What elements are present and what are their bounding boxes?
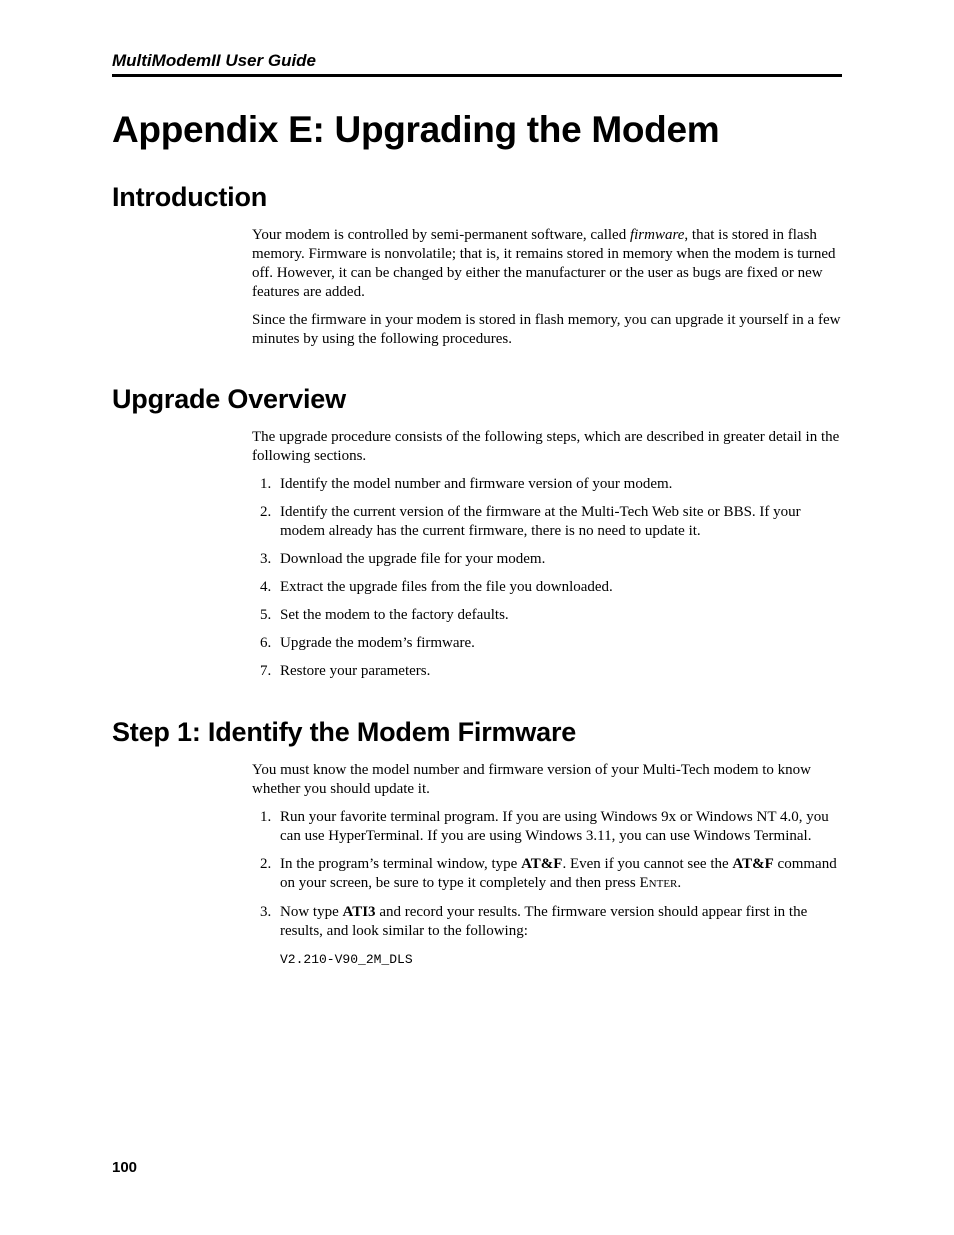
section-heading-introduction: Introduction <box>112 182 268 212</box>
section-heading-step-1: Step 1: Identify the Modem Firmware <box>112 717 577 747</box>
introduction-paragraph-1: Your modem is controlled by semi-permanent software, called firmware, that is stored in flash memory. Firmware is nonvolatile; that is, it remains stored in memory when the modem is turned off. However, it can be changed by either the manufacturer or the user as bugs are fixed or new features are added. <box>252 227 836 300</box>
list-item: 4. Extract the upgrade files from the file you downloaded. <box>260 579 613 595</box>
list-item: 2. In the program’s terminal window, type AT&F. Even if you cannot see the AT&F command on your screen, be sure to type it completely and then press ENTER. <box>260 856 837 891</box>
list-item: 5. Set the modem to the factory defaults. <box>260 607 509 623</box>
command-at-f: AT&F <box>521 856 563 872</box>
firmware-term: firmware <box>629 227 685 243</box>
section-heading-upgrade-overview: Upgrade Overview <box>112 384 346 414</box>
page-number: 100 <box>112 1159 138 1176</box>
introduction-body <box>252 226 844 358</box>
command-ati3: ATI3 <box>342 904 376 920</box>
step-1-body <box>252 761 844 969</box>
list-item: 3. Download the upgrade file for your modem. <box>260 551 546 567</box>
list-item: 7. Restore your parameters. <box>260 663 431 679</box>
introduction-paragraph-2: Since the firmware in your modem is stored in flash memory, you can upgrade it yourself in a few minutes by using the following procedures. <box>252 312 841 347</box>
list-item: 3. Now type ATI3 and record your results. The firmware version should appear first in the results, and look similar to the following: <box>260 904 808 939</box>
chapter-title: Appendix E: Upgrading the Modem <box>112 109 720 150</box>
command-at-f: AT&F <box>732 856 774 872</box>
header-rule <box>112 74 842 77</box>
list-item: 1. Run your favorite terminal program. If you are using Windows 9x or Windows NT 4.0, you can use HyperTerminal. If you are using Windows 3.11, you can use Windows Terminal. <box>260 809 829 844</box>
list-item: 1. Identify the model number and firmware version of your modem. <box>260 476 673 492</box>
running-header <box>112 50 842 72</box>
upgrade-overview-body <box>252 428 844 690</box>
list-item: 6. Upgrade the modem’s firmware. <box>260 635 475 651</box>
enter-key-label: ENTER <box>639 875 678 891</box>
upgrade-steps-list <box>252 475 844 681</box>
header-title: MultiModemII User Guide <box>112 51 317 70</box>
step-1-intro: You must know the model number and firmware version of your Multi-Tech modem to know whether you should update it. <box>252 762 812 797</box>
upgrade-overview-intro: The upgrade procedure consists of the following steps, which are described in greater detail in the following sections. <box>252 429 840 464</box>
step-1-list <box>252 808 844 941</box>
list-item: 2. Identify the current version of the firmware at the Multi-Tech Web site or BBS. If your modem already has the current firmware, there is no need to update it. <box>260 504 801 539</box>
firmware-version-example: V2.210-V90_2M_DLS <box>280 952 413 967</box>
